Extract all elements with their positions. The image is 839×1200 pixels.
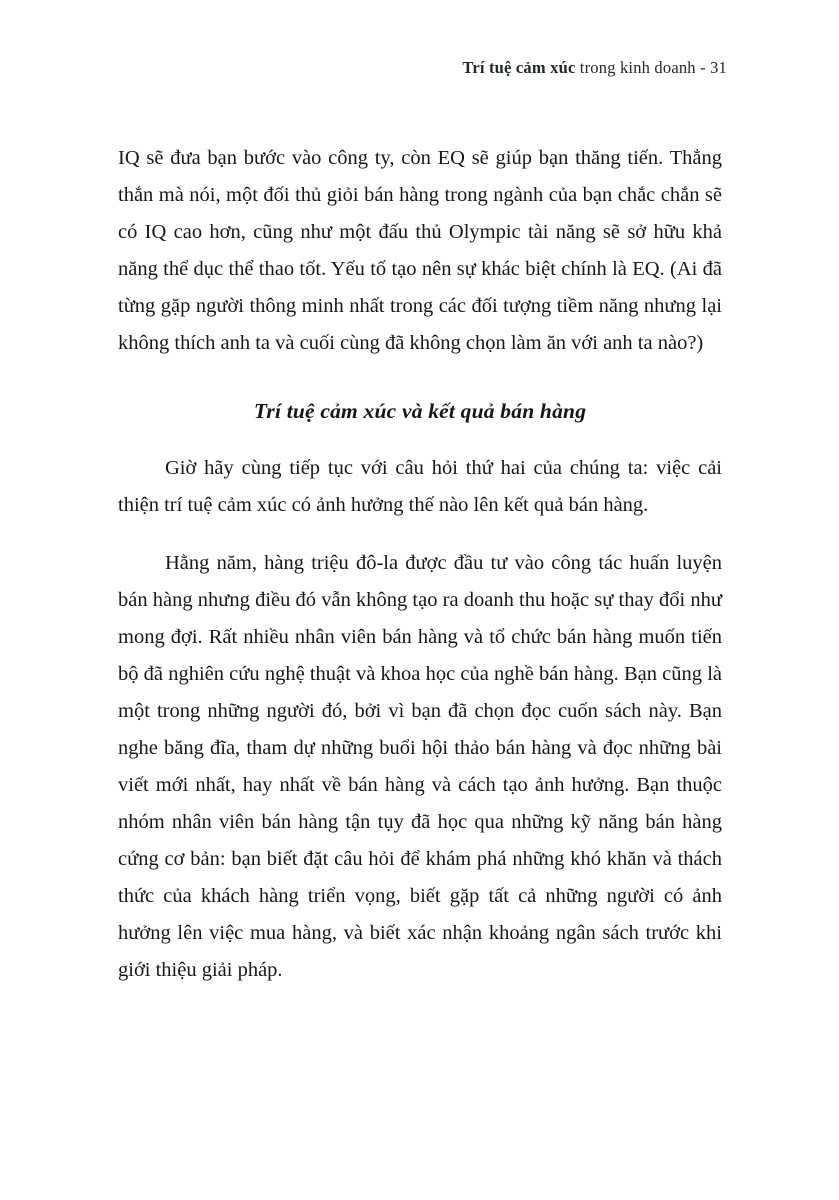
running-head (462, 58, 727, 78)
paragraph-1: IQ sẽ đưa bạn bước vào công ty, còn EQ sẽ giúp bạn thăng tiến. Thẳng thắn mà nói, một đối thủ giỏi bán hàng trong ngành của bạn chắc chắn sẽ có IQ cao hơn, cũng như một đấu thủ Olympic tài năng sẽ sở hữu khả năng thể dục thể thao tốt. Yếu tố tạo nên sự khác biệt chính là EQ. (Ai đã từng gặp người thông minh nhất trong các đối tượng tiềm năng nhưng lại không thích anh ta và cuối cùng đã không chọn làm ăn với anh ta nào?) (118, 147, 722, 354)
section-heading: Trí tuệ cảm xúc và kết quả bán hàng (253, 399, 587, 423)
page-content (118, 140, 722, 989)
paragraph-3: Hằng năm, hàng triệu đô-la được đầu tư vào công tác huấn luyện bán hàng nhưng điều đó vẫn không tạo ra doanh thu hoặc sự thay đổi như mong đợi. Rất nhiều nhân viên bán hàng và tổ chức bán hàng muốn tiến bộ đã nghiên cứu nghệ thuật và khoa học của nghề bán hàng. Bạn cũng là một trong những người đó, bởi vì bạn đã chọn đọc cuốn sách này. Bạn nghe băng đĩa, tham dự những buổi hội thảo bán hàng và đọc những bài viết mới nhất, hay nhất về bán hàng và cách tạo ảnh hưởng. Bạn thuộc nhóm nhân viên bán hàng tận tụy đã học qua những kỹ năng bán hàng cứng cơ bản: bạn biết đặt câu hỏi để khám phá những khó khăn và thách thức của khách hàng triển vọng, biết gặp tất cả những người có ảnh hưởng lên việc mua hàng, và biết xác nhận khoảng ngân sách trước khi giới thiệu giải pháp. (118, 552, 722, 981)
paragraph-2: Giờ hãy cùng tiếp tục với câu hỏi thứ hai của chúng ta: việc cải thiện trí tuệ cảm xúc có ảnh hưởng thế nào lên kết quả bán hàng. (118, 457, 722, 516)
running-head-title: Trí tuệ cảm xúc (462, 58, 576, 77)
running-head-subtitle: trong kinh doanh - 31 (575, 58, 727, 77)
